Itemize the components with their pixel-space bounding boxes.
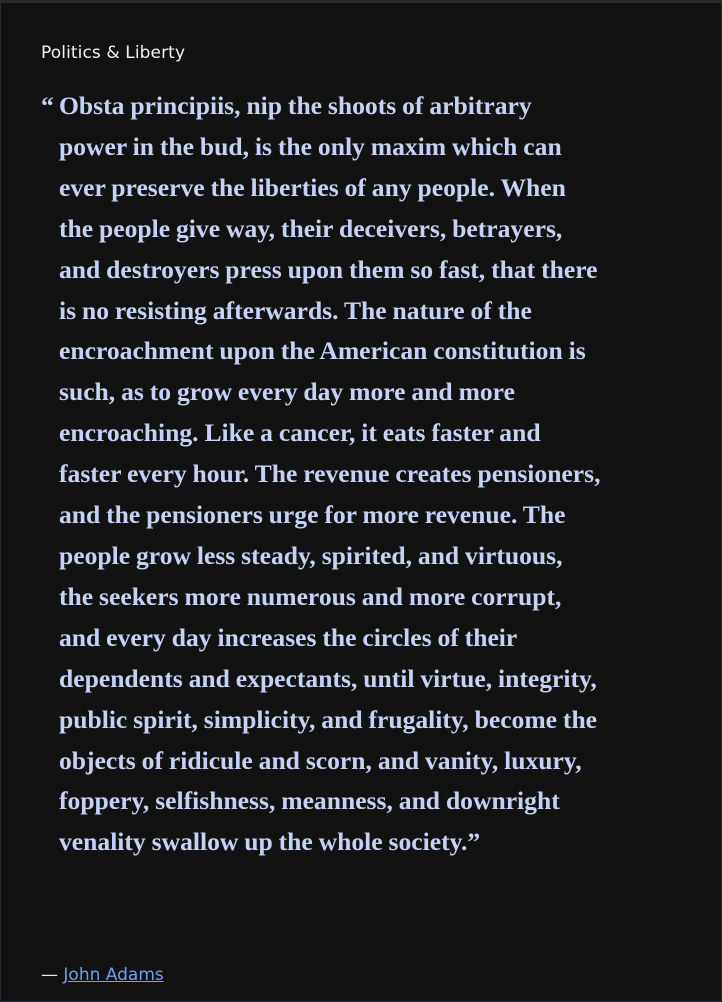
open-quote-mark: “ — [41, 91, 54, 120]
attribution-dash: — — [41, 965, 64, 985]
author-link[interactable]: John Adams — [63, 965, 164, 985]
category-heading: Politics & Liberty — [41, 43, 186, 63]
quote-text: Obsta principiis, nip the shoots of arbitrary power in the bud, is the only maxim which can ever preserve the liberties of any people. When the people give way, their deceivers, betrayers, and destroyers press upon them so fast, that there is no resisting afterwards. The nature of the encroachment upon the American constitution is such, as to grow every day more and more encroaching. Like a cancer, it eats faster and faster every hour. The revenue creates pensioners, and the pensioners urge for more revenue. The people grow less steady, spirited, and virtuous, the seekers more numerous and more corrupt, and every day increases the circles of their dependents and expectants, until virtue, integrity, public spirit, simplicity, and frugality, become the objects of ridicule and scorn, and vanity, luxury, foppery, selfishness, meanness, and downright venality swallow up the whole society.” — [59, 91, 601, 857]
attribution — [41, 965, 164, 985]
quote-block — [41, 86, 601, 863]
